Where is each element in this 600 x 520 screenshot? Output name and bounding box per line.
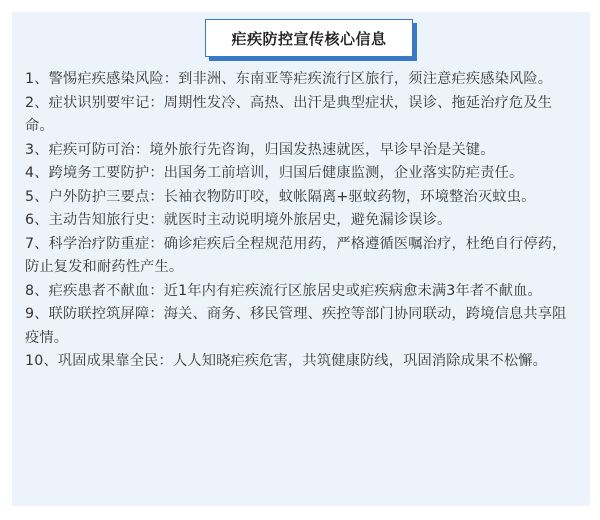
list-item: 8、疟疾患者不献血：近1年内有疟疾流行区旅居史或疟疾病愈未满3年者不献血。 xyxy=(25,282,542,299)
info-list xyxy=(25,68,580,374)
list-item: 6、主动告知旅行史：就医时主动说明境外旅居史，避免漏诊误诊。 xyxy=(25,212,452,228)
list-item: 10、巩固成果靠全民：人人知晓疟疾危害，共筑健康防线，巩固消除成果不松懈。 xyxy=(25,353,548,369)
list-item: 3、疟疾可防可治：境外旅行先咨询，归国发热速就医，早诊早治是关键。 xyxy=(25,141,495,158)
list-item: 9、联防联控筑屏障：海关、商务、移民管理、疾控等部门协同联动，跨境信息共享阻疫情。 xyxy=(25,306,567,346)
list-item: 2、症状识别要牢记：周期性发冷、高热、出汗是典型症状，误诊、拖延治疗危及生命。 xyxy=(25,94,553,134)
list-item: 1、警惕疟疾感染风险：到非洲、东南亚等疟疾流行区旅行，须注意疟疾感染风险。 xyxy=(25,71,553,87)
list-item: 5、户外防护三要点：长袖衣物防叮咬，蚊帐隔离+驱蚊药物，环境整治灭蚊虫。 xyxy=(25,188,536,205)
list-item: 7、科学治疗防重症：确诊疟疾后全程规范用药，严格遵循医嘱治疗，杜绝自行停药，防止复发和耐药性产生。 xyxy=(25,235,567,275)
page-title: 疟疾防控宣传核心信息 xyxy=(205,19,413,57)
list-item: 4、跨境务工要防护：出国务工前培训，归国后健康监测，企业落实防疟责任。 xyxy=(25,165,524,181)
title-banner xyxy=(205,19,419,63)
